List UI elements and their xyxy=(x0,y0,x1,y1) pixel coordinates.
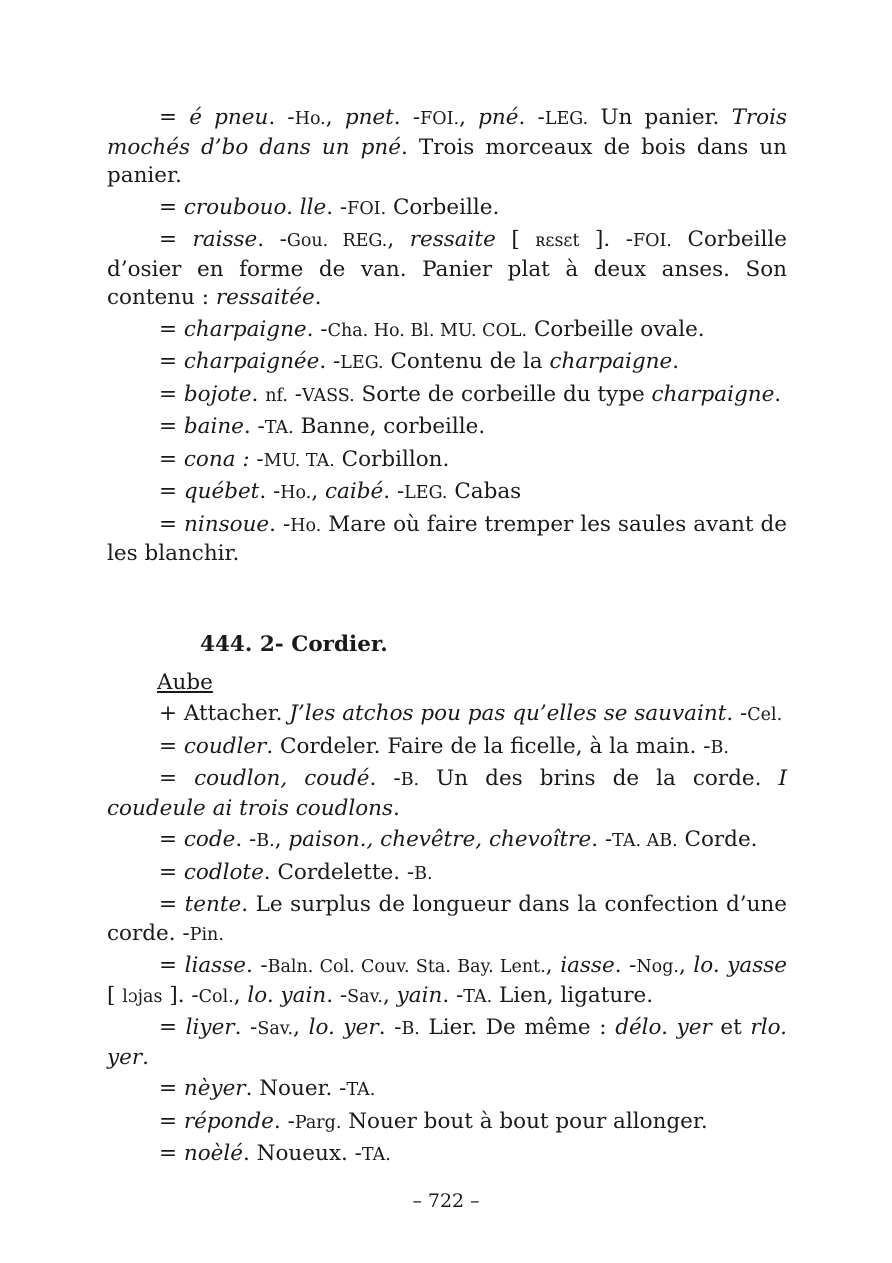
entry-text: . - xyxy=(259,479,281,504)
entry-text: Banne, corbeille. xyxy=(293,414,486,439)
dictionary-entry xyxy=(107,733,787,763)
entry-text: Un des brins de la corde. xyxy=(419,766,779,791)
source-abbrev: Sav. xyxy=(347,986,383,1007)
source-abbrev: FOI. xyxy=(420,109,460,129)
entry-text: . Cordelette. - xyxy=(263,859,415,885)
entry-text: . - xyxy=(234,1015,258,1040)
source-abbrev: Cha. Ho. Bl. MU. COL. xyxy=(327,320,528,341)
entry-text: . - xyxy=(442,982,464,1008)
entry-text: . Noueux. - xyxy=(242,1141,362,1166)
source-abbrev: Ho. xyxy=(294,109,326,129)
dictionary-entry xyxy=(107,478,787,508)
dictionary-entry xyxy=(107,381,787,411)
entry-text: . - xyxy=(326,194,348,220)
dictionary-entry xyxy=(107,316,787,346)
source-abbrev: Ho. xyxy=(290,515,322,536)
entry-text: . - xyxy=(245,953,268,978)
dictionary-entry xyxy=(107,700,787,730)
source-abbrev: LEG. xyxy=(340,353,384,373)
entry-text: Sorte de corbeille du type xyxy=(354,381,652,407)
term-italic: tente xyxy=(184,892,242,917)
dictionary-entry xyxy=(107,1014,787,1072)
entry-text: . Le surplus de longueur dans la confection d’une corde. - xyxy=(107,892,787,946)
page-number: – 722 – xyxy=(412,1190,480,1212)
term-italic: pné xyxy=(478,105,519,130)
source-abbrev: Nog. xyxy=(636,957,679,977)
entry-text: Contenu de la xyxy=(383,349,550,374)
entry-text: = xyxy=(159,381,184,407)
entry-text: . Cordeler. Faire de la ficelle, à la main. - xyxy=(266,733,711,759)
entry-text: . - xyxy=(591,827,613,852)
entry-text: . - xyxy=(273,1108,295,1134)
source-abbrev: B. xyxy=(710,737,729,758)
dictionary-entry xyxy=(107,891,787,949)
entry-text: Mare où faire tremper les saules avant de les blanchir. xyxy=(107,511,787,566)
entry-text: . - xyxy=(326,982,348,1008)
source-abbrev: TA. AB. xyxy=(612,831,678,851)
term-italic: charpaigne xyxy=(183,316,307,342)
entry-text: Un panier. xyxy=(588,105,732,130)
entry-text: , xyxy=(545,953,561,978)
dictionary-entry xyxy=(107,1075,787,1105)
entry-text: = xyxy=(159,446,184,472)
term-italic: lo. yer xyxy=(308,1015,379,1040)
term-italic: Trois mochés d’bo dans un pné xyxy=(107,105,788,160)
source-abbrev: TA. xyxy=(463,986,493,1007)
term-italic: raisse xyxy=(192,227,258,252)
entry-text: . - xyxy=(319,349,341,374)
term-italic: J’les atchos pou pas qu’elles se sauvaint xyxy=(289,701,727,726)
term-italic: liyer xyxy=(185,1015,235,1040)
term-italic: iasse xyxy=(560,953,615,978)
term-italic: code xyxy=(183,827,236,852)
source-abbrev: TA. xyxy=(361,1145,391,1165)
entry-text: , xyxy=(274,827,289,852)
term-italic: rlo. yer xyxy=(107,1015,787,1070)
entry-text: . - xyxy=(726,701,748,726)
entry-text: . xyxy=(142,1044,149,1070)
dictionary-entry xyxy=(107,104,787,191)
entry-text: , xyxy=(233,982,248,1008)
entry-text: , xyxy=(382,982,397,1008)
dictionary-entry xyxy=(107,446,787,476)
source-abbrev: TA. xyxy=(264,418,294,438)
term-italic: ressaite xyxy=(409,227,496,252)
entry-text: ]. - xyxy=(162,982,199,1008)
entry-text: - xyxy=(249,446,264,472)
entry-text: Nouer bout à bout pour allonger. xyxy=(341,1108,708,1134)
entry-text: . - xyxy=(369,766,401,791)
source-abbrev: B. xyxy=(401,1019,420,1039)
source-abbrev: B. xyxy=(256,831,275,851)
source-abbrev: FOI. xyxy=(347,198,387,219)
entries-section-2 xyxy=(107,700,787,1170)
entry-text: Corbeille d’osier en forme de van. Panier plat à deux anses. Son contenu : xyxy=(107,227,788,310)
entry-text: et xyxy=(711,1015,751,1040)
entry-text: . xyxy=(774,381,782,407)
term-italic: bojote xyxy=(183,381,252,407)
source-abbrev: TA. xyxy=(346,1080,376,1100)
entry-text: [ xyxy=(495,227,536,252)
term-italic: réponde xyxy=(183,1108,274,1134)
term-italic: baine xyxy=(183,414,244,439)
entry-text: , xyxy=(459,105,479,130)
entry-text: . - xyxy=(257,227,287,252)
entry-text: = xyxy=(159,194,184,220)
dictionary-entry xyxy=(107,348,787,378)
entry-text: . - xyxy=(269,511,291,537)
source-abbrev: Gou. REG. xyxy=(286,231,388,251)
term-italic: I coudeule ai trois coudlons xyxy=(107,766,788,821)
term-italic: québet xyxy=(183,479,260,504)
term-italic: charpaigne xyxy=(549,349,673,374)
entry-text: = xyxy=(159,859,184,885)
source-abbrev: B. xyxy=(400,770,420,790)
entry-text: [ xyxy=(107,982,123,1008)
entry-text: , xyxy=(387,227,410,252)
term-italic: pnet xyxy=(344,105,394,130)
entry-text: . xyxy=(251,381,266,407)
entry-text: = xyxy=(159,349,184,374)
entry-text: = xyxy=(159,733,184,759)
source-abbrev: LEG. xyxy=(404,483,448,503)
entry-text: . - xyxy=(268,105,295,130)
source-abbrev: Baln. Col. Couv. Sta. Bay. Lent. xyxy=(267,957,546,977)
entry-text: Corde. xyxy=(677,827,758,852)
entry-text: . - xyxy=(383,479,405,504)
term-italic: lo. yain xyxy=(247,982,327,1008)
source-abbrev: Ho. xyxy=(280,483,312,503)
entry-text: . - xyxy=(518,105,545,130)
term-italic: é pneu xyxy=(189,105,269,130)
entry-text: . - xyxy=(614,953,637,978)
dictionary-entry xyxy=(107,1140,787,1170)
term-italic: noèlé xyxy=(183,1141,243,1166)
entry-text: = xyxy=(159,766,195,791)
region-label: Aube xyxy=(157,669,213,695)
section-heading: 444. 2- Cordier. xyxy=(200,631,388,657)
source-abbrev: Sav. xyxy=(257,1019,294,1039)
entry-text: . - xyxy=(235,827,257,852)
entry-text: . - xyxy=(306,316,328,342)
dictionary-entry xyxy=(107,859,787,889)
entry-text: = xyxy=(159,414,184,439)
source-abbrev: Pin. xyxy=(189,924,224,945)
entry-text: Corbeille. xyxy=(386,194,500,220)
entry-text: = xyxy=(159,1076,184,1101)
entry-text: Cabas xyxy=(447,479,522,504)
term-italic: croubouo. lle xyxy=(183,194,327,220)
entry-text: Corbeille ovale. xyxy=(527,316,705,342)
entry-text: = xyxy=(159,227,193,252)
entry-text: = xyxy=(159,316,184,342)
term-italic: caibé xyxy=(325,479,384,504)
source-abbrev: lɔjas xyxy=(122,986,163,1007)
entry-text: = xyxy=(159,1108,184,1134)
term-italic: délo. yer xyxy=(615,1015,712,1040)
entry-text: . xyxy=(314,285,322,310)
source-abbrev: Cel. xyxy=(747,705,783,725)
entry-text: , xyxy=(311,479,325,504)
dictionary-entry xyxy=(107,826,787,856)
entry-text: = xyxy=(159,1141,184,1166)
entry-text: . - xyxy=(243,414,265,439)
entry-text: = xyxy=(159,953,185,978)
dictionary-entry xyxy=(107,194,787,224)
entry-text: = xyxy=(159,827,184,852)
entry-text: Lien, ligature. xyxy=(492,982,654,1008)
dictionary-entry xyxy=(107,1108,787,1138)
term-italic: yain xyxy=(396,982,443,1008)
term-italic: coudler xyxy=(183,733,267,759)
source-abbrev: Parg. xyxy=(294,1112,342,1133)
entry-text: = xyxy=(159,479,184,504)
term-italic: charpaignée xyxy=(183,349,320,374)
entry-text: , xyxy=(325,105,345,130)
source-abbrev: FOI. xyxy=(633,231,672,251)
entry-text: = xyxy=(159,511,185,537)
source-abbrev: Col. xyxy=(198,986,234,1007)
entry-text: . - xyxy=(378,1015,402,1040)
source-abbrev: MU. TA. xyxy=(263,450,335,471)
dictionary-entry xyxy=(107,226,787,313)
source-abbrev: B. xyxy=(414,863,433,884)
entry-text: . xyxy=(393,795,400,821)
term-italic: paison., chevêtre, chevoître xyxy=(288,827,592,852)
term-italic: liasse xyxy=(184,953,246,978)
term-italic: lo. yasse xyxy=(693,953,787,978)
entry-text: = xyxy=(159,105,190,130)
dictionary-entry xyxy=(107,413,787,443)
dictionary-entry xyxy=(107,511,787,569)
page-body xyxy=(107,104,787,1173)
entries-section-1 xyxy=(107,104,787,569)
source-abbrev: nf. xyxy=(265,385,288,406)
entry-text: . - xyxy=(393,105,421,130)
term-italic: cona : xyxy=(183,446,250,472)
entry-text: . xyxy=(672,349,680,374)
term-italic: coudlon, coudé xyxy=(194,766,370,791)
entry-text: . Trois morceaux de bois dans un panier. xyxy=(107,134,788,188)
entry-text: ]. - xyxy=(579,227,634,252)
term-italic: charpaigne xyxy=(651,381,775,407)
dictionary-entry xyxy=(107,952,787,1011)
entry-text: = xyxy=(159,892,185,917)
entry-text: Lier. De même : xyxy=(419,1015,616,1040)
source-abbrev: LEG. xyxy=(544,109,589,129)
entry-text: , xyxy=(678,953,694,978)
source-abbrev: ʀɛsɛt xyxy=(535,231,580,251)
entry-text: Corbillon. xyxy=(334,446,450,472)
term-italic: ninsoue xyxy=(184,511,270,537)
dictionary-entry xyxy=(107,765,787,823)
entry-text: . Nouer. - xyxy=(245,1076,347,1101)
term-italic: codlote xyxy=(183,859,264,885)
term-italic: nèyer xyxy=(183,1076,246,1101)
entry-text: , xyxy=(293,1015,309,1040)
source-abbrev: VASS. xyxy=(302,385,355,406)
entry-text: = xyxy=(159,1015,186,1040)
entry-text: + Attacher. xyxy=(159,701,290,726)
term-italic: ressaitée xyxy=(215,285,315,310)
entry-text: - xyxy=(287,381,303,407)
